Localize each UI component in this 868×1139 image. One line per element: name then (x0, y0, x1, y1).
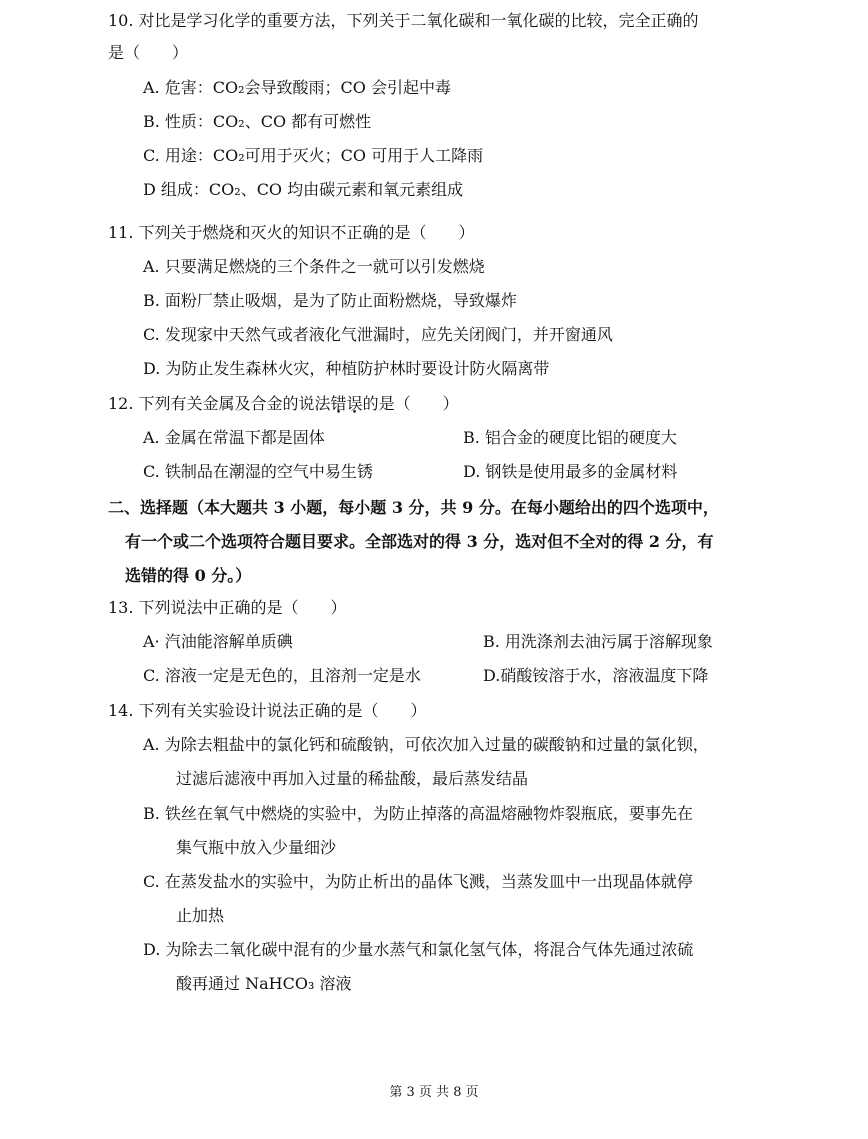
q13-stem: 13. 下列说法中正确的是（ ） (108, 598, 347, 617)
q12-option-b: B. 铝合金的硬度比铝的硬度大 (463, 428, 677, 447)
q13-option-c: C. 溶液一定是无色的，且溶剂一定是水 (143, 666, 421, 685)
q11-option-c: C. 发现家中天然气或者液化气泄漏时，应先关闭阀门，并开窗通风 (143, 325, 613, 344)
q14-option-a-line2: 过滤后滤液中再加入过量的稀盐酸，最后蒸发结晶 (176, 769, 529, 788)
page-number-footer: 第 3 页 共 8 页 (389, 1085, 479, 1100)
q11-option-d: D. 为防止发生森林火灾，种植防护林时要设计防火隔离带 (143, 359, 550, 378)
q12-stem-emphasis-2: 误 (346, 394, 363, 413)
q10-option-b: B. 性质：CO₂、CO 都有可燃性 (143, 112, 372, 131)
q14-option-c-line1: C. 在蒸发盐水的实验中，为防止析出的晶体飞溅，当蒸发皿中一出现晶体就停 (143, 872, 693, 891)
q12-stem (108, 393, 459, 415)
q12-stem-post: 的是（ ） (362, 394, 459, 413)
q10-stem-line2: 是（ ） (108, 43, 189, 62)
section2-heading-line1: 二、选择题（本大题共 3 小题，每小题 3 分，共 9 分。在每小题给出的四个选项中， (108, 498, 719, 517)
q12-option-d: D. 钢铁是使用最多的金属材料 (463, 462, 678, 481)
q14-option-c-line2: 止加热 (176, 906, 225, 925)
q10-option-a: A. 危害：CO₂会导致酸雨；CO 会引起中毒 (143, 78, 451, 97)
q14-option-d-line1: D. 为除去二氧化碳中混有的少量水蒸气和氯化氢气体，将混合气体先通过浓硫 (143, 940, 694, 959)
q10-stem-line1: 10. 对比是学习化学的重要方法，下列关于二氧化碳和一氧化碳的比较，完全正确的 (108, 11, 699, 30)
q14-stem: 14. 下列有关实验设计说法正确的是（ ） (108, 701, 427, 720)
section2-heading-line2: 有一个或二个选项符合题目要求。全部选对的得 3 分，选对但不全对的得 2 分，有 (125, 532, 714, 551)
q12-stem-pre: 12. 下列有关金属及合金的说法 (108, 394, 331, 413)
q10-option-d: D 组成：CO₂、CO 均由碳元素和氧元素组成 (143, 180, 464, 199)
q12-option-c: C. 铁制品在潮湿的空气中易生锈 (143, 462, 373, 481)
q14-option-b-line1: B. 铁丝在氧气中燃烧的实验中，为防止掉落的高温熔融物炸裂瓶底，要事先在 (143, 804, 693, 823)
q10-option-c: C. 用途：CO₂可用于灭火；CO 可用于人工降雨 (143, 146, 484, 165)
q14-option-a-line1: A. 为除去粗盐中的氯化钙和硫酸钠，可依次加入过量的碳酸钠和过量的氯化钡， (143, 735, 709, 754)
q11-stem: 11. 下列关于燃烧和灭火的知识不正确的是（ ） (108, 223, 475, 242)
q14-option-b-line2: 集气瓶中放入少量细沙 (176, 838, 337, 857)
q11-option-b: B. 面粉厂禁止吸烟，是为了防止面粉燃烧，导致爆炸 (143, 291, 517, 310)
section2-heading-line3: 选错的得 0 分。） (125, 566, 252, 585)
q13-option-b: B. 用洗涤剂去油污属于溶解现象 (483, 632, 713, 651)
q13-option-d: D.硝酸铵溶于水，溶液温度下降 (483, 666, 709, 685)
q13-option-a: A· 汽油能溶解单质碘 (143, 632, 293, 651)
q12-option-a: A. 金属在常温下都是固体 (143, 428, 325, 447)
q11-option-a: A. 只要满足燃烧的三个条件之一就可以引发燃烧 (143, 257, 485, 276)
q14-option-d-line2: 酸再通过 NaHCO₃ 溶液 (176, 974, 352, 993)
q12-stem-emphasis-1: 错 (330, 394, 347, 413)
